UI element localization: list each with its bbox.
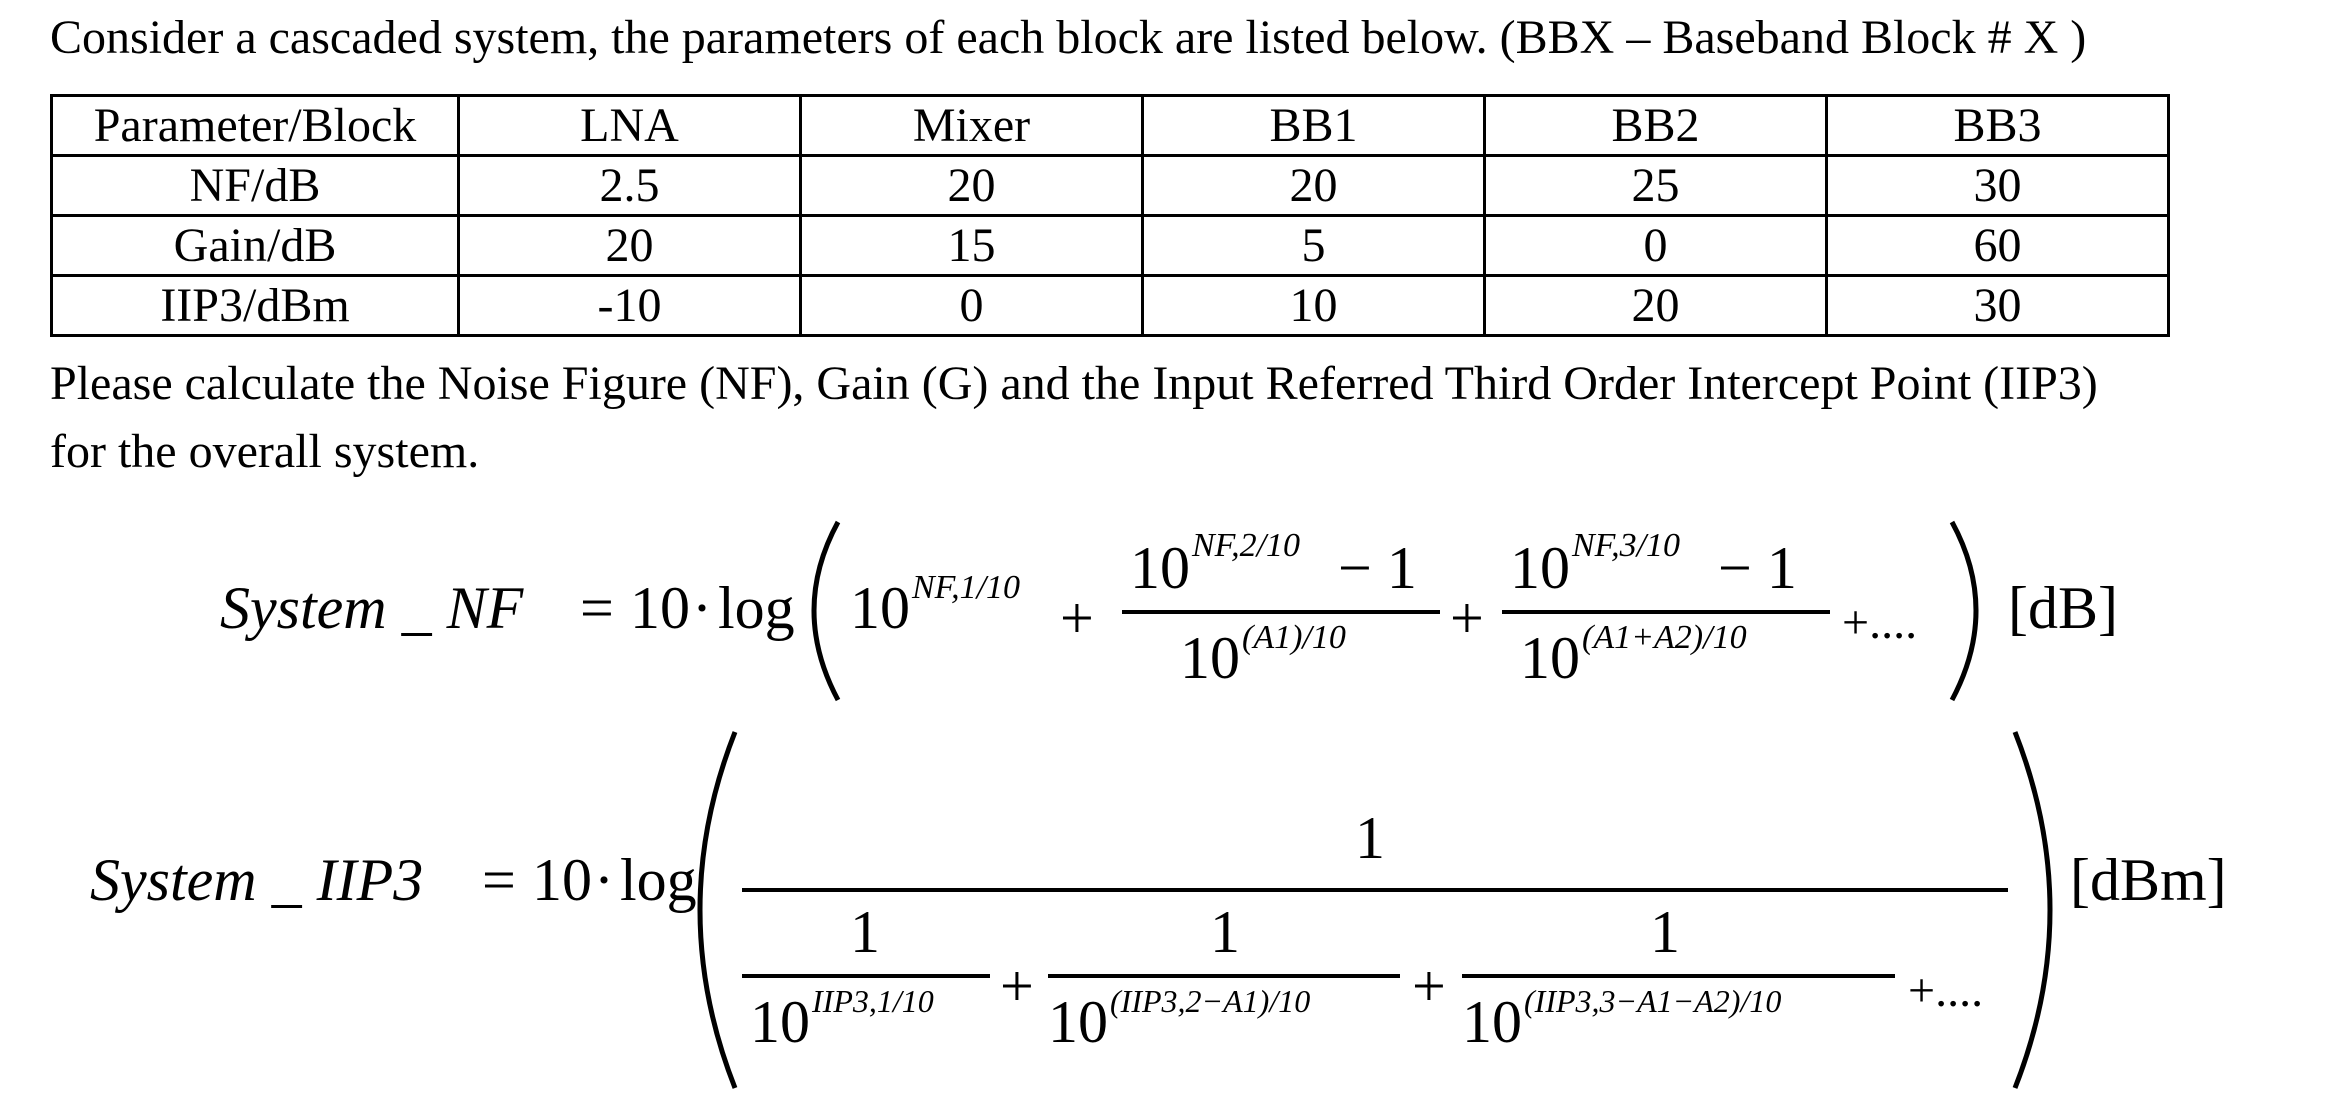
iip3-numerator: 1 [1355, 805, 1385, 871]
table-cell: 10 [1143, 276, 1485, 336]
table-header-cell: Mixer [801, 96, 1143, 156]
iip3-term1-base: 10 [750, 989, 810, 1055]
nf-num3-base: 10 [1510, 535, 1570, 601]
table-row [52, 276, 2169, 336]
nf-num3-exponent: NF,3/10 [1572, 527, 1681, 564]
iip3-term3-base: 10 [1462, 989, 1522, 1055]
iip3-term2-base: 10 [1048, 989, 1108, 1055]
iip3-term1-exponent: IIP3,1/10 [812, 983, 934, 1019]
nf-coef: 10 [630, 575, 690, 641]
table-cell: 5 [1143, 216, 1485, 276]
table-cell: 60 [1827, 216, 2169, 276]
iip3-right-paren [2015, 732, 2050, 1088]
table-header-row [52, 96, 2169, 156]
iip3-dot: · [594, 847, 614, 913]
iip3-plus: + [1412, 953, 1446, 1019]
table-row [52, 216, 2169, 276]
iip3-term1-one: 1 [850, 899, 880, 965]
nf-plus: + [1060, 585, 1094, 651]
table-cell: 25 [1485, 156, 1827, 216]
nf-left-paren [814, 522, 838, 700]
parameters-table [50, 94, 2170, 337]
table-cell: 15 [801, 216, 1143, 276]
nf-den2-base: 10 [1180, 625, 1240, 691]
iip3-equals: = [482, 847, 516, 913]
nf-term1-base: 10 [850, 575, 910, 641]
iip3-term3-exponent: (IIP3,3−A1−A2)/10 [1524, 983, 1782, 1019]
nf-plus: + [1450, 585, 1484, 651]
table-cell: NF/dB [52, 156, 459, 216]
nf-num2-minus-one: − 1 [1338, 535, 1417, 601]
nf-term1-exponent: NF,1/10 [912, 569, 1021, 606]
nf-den3-exponent: (A1+A2)/10 [1582, 619, 1747, 656]
table-cell: 20 [1143, 156, 1485, 216]
nf-num3-minus-one: − 1 [1718, 535, 1797, 601]
question-line: for the overall system. [50, 425, 480, 478]
question-line: Please calculate the Noise Figure (NF), Gain (G) and the Input Referred Third Order Intercept Point (IIP3) [50, 357, 2098, 410]
table-cell: Gain/dB [52, 216, 459, 276]
system-iip3-formula [0, 720, 2328, 1104]
iip3-term3-one: 1 [1650, 899, 1680, 965]
table-header-cell: Parameter/Block [52, 96, 459, 156]
nf-right-paren [1952, 522, 1976, 700]
iip3-coef: 10 [532, 847, 592, 913]
nf-num2-base: 10 [1130, 535, 1190, 601]
iip3-term2-one: 1 [1210, 899, 1240, 965]
nf-equals: = [580, 575, 614, 641]
table-cell: 2.5 [459, 156, 801, 216]
nf-den3-base: 10 [1520, 625, 1580, 691]
intro-text: Consider a cascaded system, the parameters of each block are listed below. (BBX – Baseband Block # X ) [50, 11, 2087, 64]
nf-lhs: System _ NF [220, 575, 524, 641]
table-row [52, 156, 2169, 216]
iip3-unit: [dBm] [2070, 847, 2227, 913]
table-cell: -10 [459, 276, 801, 336]
iip3-log: log [620, 847, 697, 913]
nf-ellipsis: +.... [1842, 596, 1918, 649]
table-header-cell: LNA [459, 96, 801, 156]
iip3-plus: + [1000, 953, 1034, 1019]
iip3-lhs: System _ IIP3 [90, 847, 424, 913]
table-cell: 0 [801, 276, 1143, 336]
nf-den2-exponent: (A1)/10 [1242, 619, 1346, 656]
iip3-term2-exponent: (IIP3,2−A1)/10 [1110, 983, 1311, 1019]
table-cell: 20 [801, 156, 1143, 216]
table-header-cell: BB3 [1827, 96, 2169, 156]
nf-dot: · [692, 575, 712, 641]
system-nf-formula [0, 500, 2328, 750]
table-cell: IIP3/dBm [52, 276, 459, 336]
iip3-left-paren [700, 732, 735, 1088]
table-cell: 0 [1485, 216, 1827, 276]
nf-num2-exponent: NF,2/10 [1192, 527, 1301, 564]
table-cell: 30 [1827, 156, 2169, 216]
table-header-cell: BB2 [1485, 96, 1827, 156]
nf-log: log [718, 575, 795, 641]
iip3-ellipsis: +.... [1908, 964, 1984, 1017]
table-header-cell: BB1 [1143, 96, 1485, 156]
table-cell: 20 [1485, 276, 1827, 336]
question-text [50, 350, 2310, 486]
nf-unit: [dB] [2008, 575, 2118, 641]
table-cell: 30 [1827, 276, 2169, 336]
table-cell: 20 [459, 216, 801, 276]
